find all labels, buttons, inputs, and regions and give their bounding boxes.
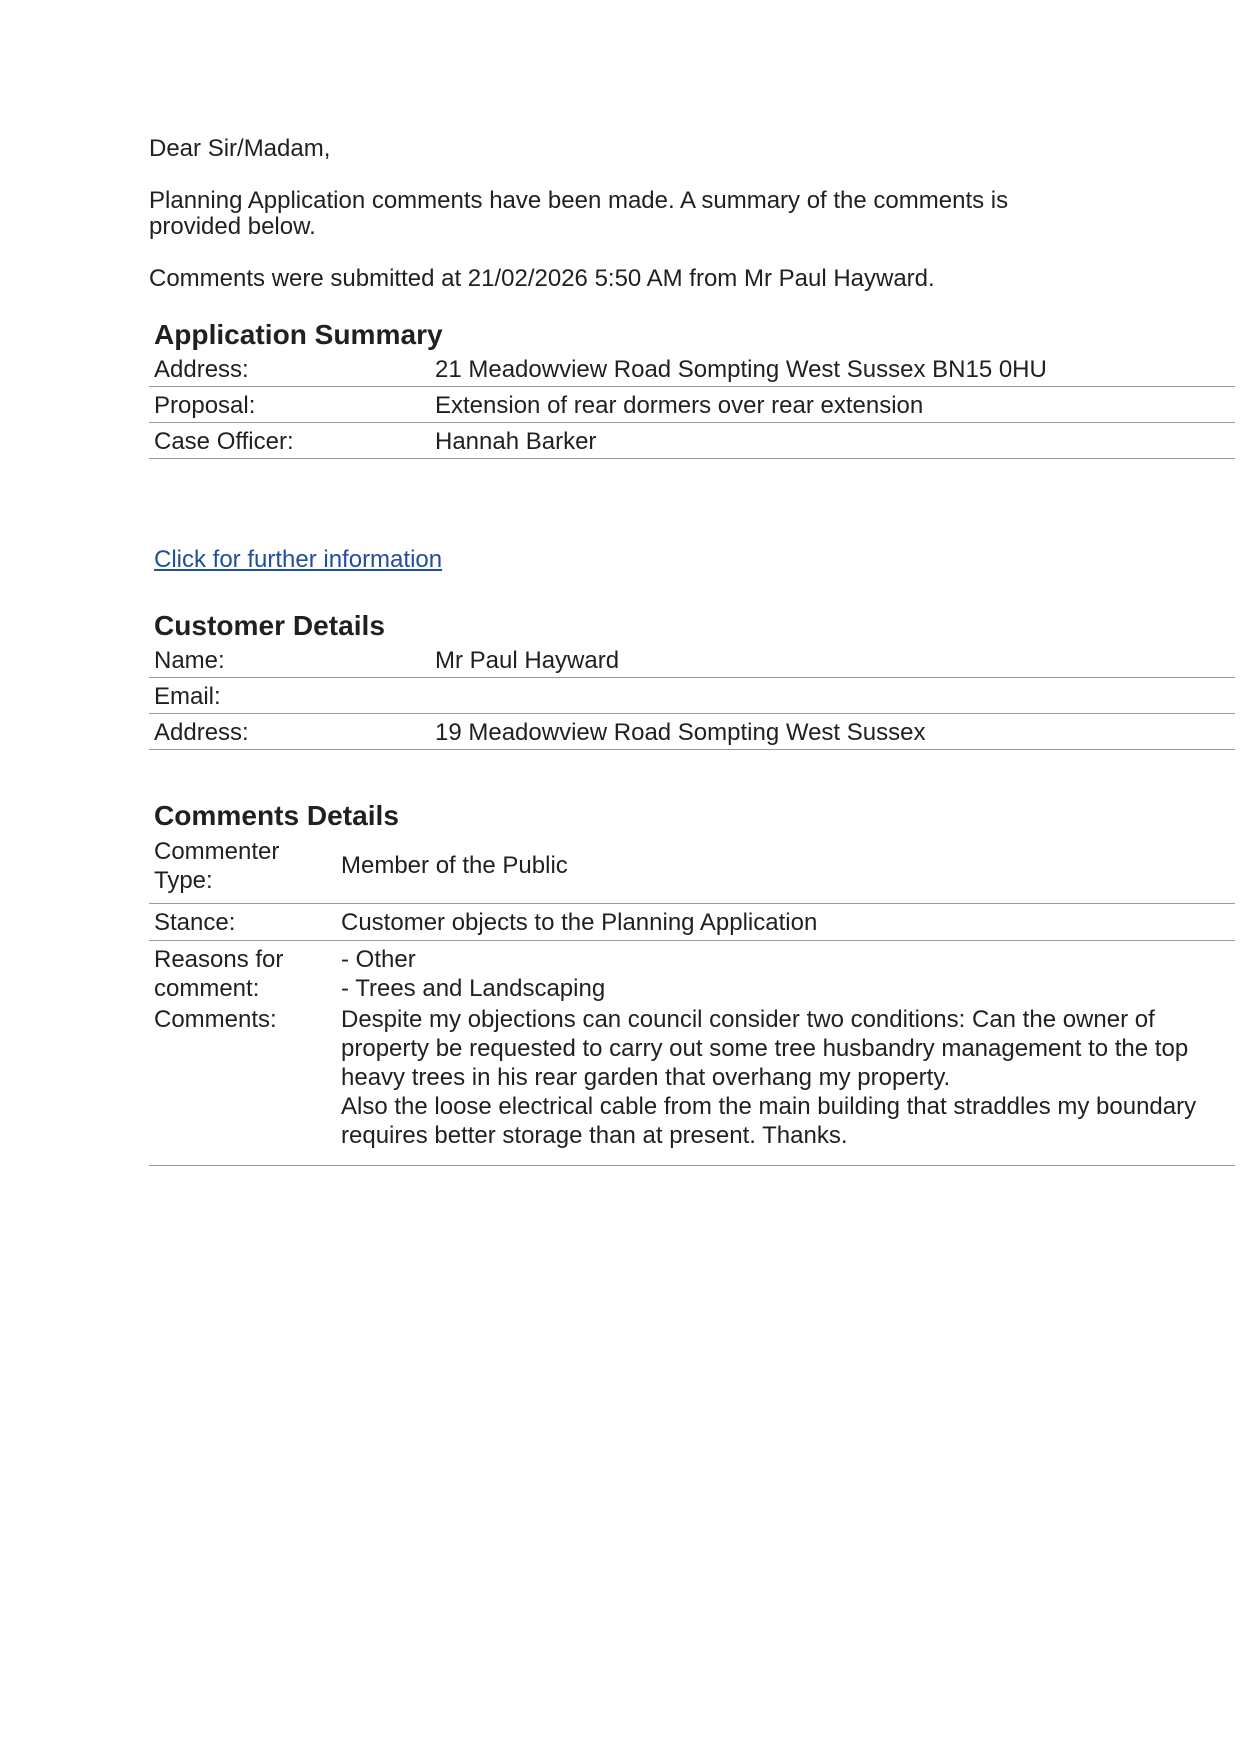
summary-officer-value: Hannah Barker (435, 428, 597, 455)
summary-proposal-row (149, 388, 1235, 423)
customer-name-row (149, 644, 1235, 678)
reasons-list (341, 945, 605, 1003)
reason-item: - Trees and Landscaping (341, 975, 606, 1002)
intro-line-1: Planning Application comments have been made. A summary of the comments is (149, 187, 1009, 214)
reasons-label-line-1: Reasons for (154, 946, 284, 973)
commenter-type-label (154, 837, 279, 895)
stance-label: Stance: (154, 909, 236, 936)
further-information-link[interactable]: Click for further information (154, 546, 443, 573)
comments-line: heavy trees in his rear garden that overhang my property. (341, 1064, 951, 1091)
commenter-type-label-line-1: Commenter (154, 838, 280, 865)
reasons-row (149, 942, 1235, 1002)
customer-name-label: Name: (154, 647, 225, 674)
summary-officer-row (149, 424, 1235, 459)
stance-row (149, 905, 1235, 941)
summary-proposal-label: Proposal: (154, 392, 256, 419)
commenter-type-row (149, 835, 1235, 904)
customer-address-value: 19 Meadowview Road Sompting West Sussex (435, 719, 926, 746)
comments-line: Despite my objections can council consider two conditions: Can the owner of (341, 1006, 1155, 1033)
customer-address-row (149, 715, 1235, 750)
comments-details-title: Comments Details (154, 800, 399, 831)
summary-address-label: Address: (154, 356, 249, 383)
submitted-text: Comments were submitted at 21/02/2026 5:50 AM from Mr Paul Hayward. (149, 265, 935, 292)
summary-officer-label: Case Officer: (154, 428, 294, 455)
commenter-type-label-line-2: Type: (154, 867, 213, 894)
reasons-label-line-2: comment: (154, 975, 260, 1002)
summary-proposal-value: Extension of rear dormers over rear extension (435, 392, 924, 419)
customer-address-label: Address: (154, 719, 249, 746)
greeting: Dear Sir/Madam, (149, 135, 331, 162)
comments-label: Comments: (154, 1006, 277, 1033)
comments-line: requires better storage than at present. Thanks. (341, 1122, 848, 1149)
comments-line: property be requested to carry out some tree husbandry management to the top (341, 1035, 1189, 1062)
customer-email-row (149, 679, 1235, 714)
intro-line-2: provided below. (149, 213, 316, 240)
customer-details-title: Customer Details (154, 610, 385, 641)
comments-row (149, 1002, 1235, 1166)
reason-item: - Other (341, 946, 416, 973)
stance-value: Customer objects to the Planning Application (341, 909, 818, 936)
summary-address-row (149, 353, 1235, 387)
commenter-type-value: Member of the Public (341, 852, 568, 879)
comments-text (341, 1005, 1196, 1150)
summary-address-value: 21 Meadowview Road Sompting West Sussex BN15 0HU (435, 356, 1047, 383)
customer-email-label: Email: (154, 683, 221, 710)
application-summary-title: Application Summary (154, 319, 443, 350)
reasons-label (154, 945, 283, 1003)
customer-name-value: Mr Paul Hayward (435, 647, 620, 674)
comments-line: Also the loose electrical cable from the main building that straddles my boundary (341, 1093, 1197, 1120)
